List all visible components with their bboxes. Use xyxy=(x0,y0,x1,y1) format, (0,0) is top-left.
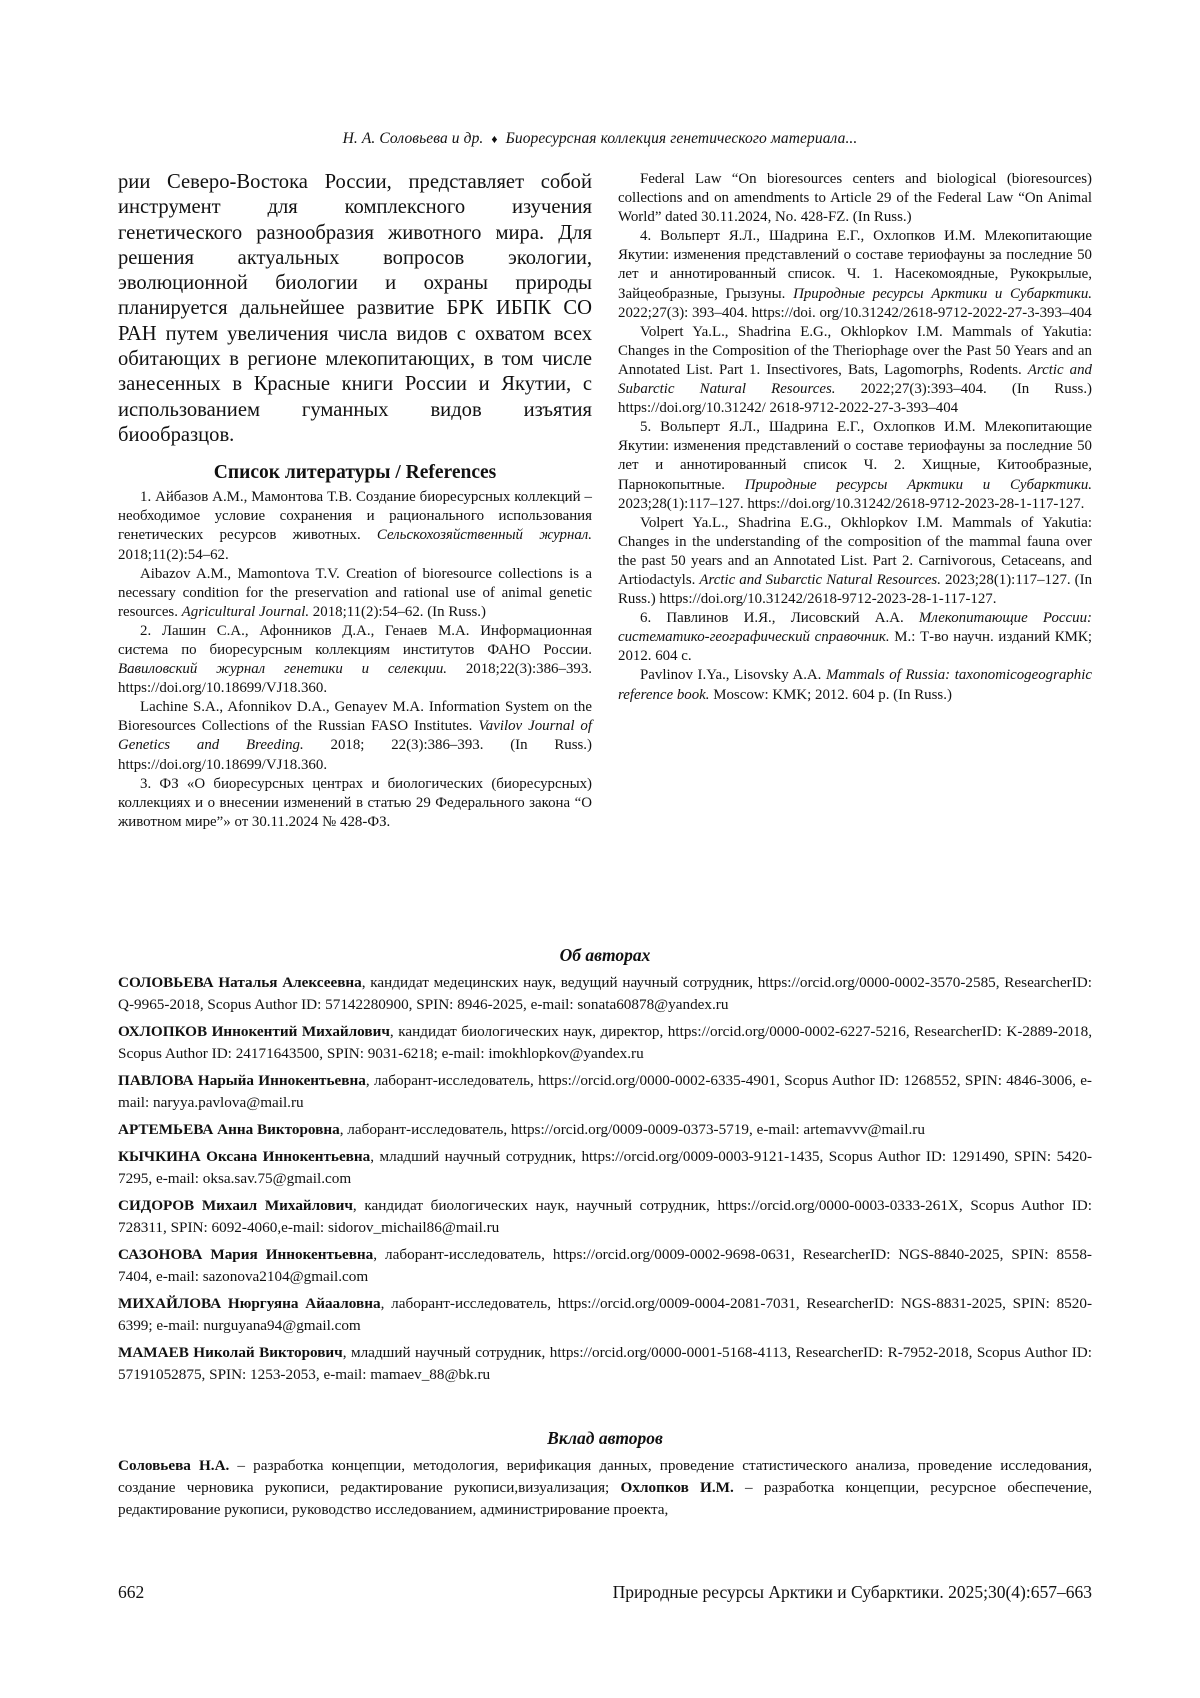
author-details: , лаборант-исследователь, https://orcid.org/0009-0004-2081-7031, ResearcherID: NGS-8831-2025, SPIN: 8520-6399; e-mail: nurguyana94@gmail.com xyxy=(118,1295,1092,1334)
reference-entry xyxy=(618,170,1092,227)
reference-tail: 2018;11(2):54–62. xyxy=(118,546,229,563)
reference-tail: 2022;27(3):393–404. (In Russ.) https://doi.org/10.31242/ 2618-9712-2022-27-3-393–404 xyxy=(618,381,1092,417)
reference-text: Volpert Ya.L., Shadrina E.G., Okhlopkov I.M. Mammals of Yakutia: Changes in the understanding of the composition of the mammal fauna over the past 50 years and an Annotated List. Part 2. Carnivorous, Cetaceans, and Artiodactyls. xyxy=(618,514,1092,588)
reference-text: Pavlinov I.Ya., Lisovsky A.A. xyxy=(640,667,826,684)
author-details: , кандидат биологических наук, научный сотрудник, https://orcid.org/0000-0003-0333-261X, Scopus Author ID: 728311, SPIN: 6092-4060,e-mail: sidorov_michail86@mail.ru xyxy=(118,1197,1092,1236)
lead-paragraph: рии Северо-Востока России, представляет собой инструмент для комплексного изучения генетического разнообразия животного мира. Для решения актуальных вопросов экологии, эволюционной биологии и охраны природы планируется дальнейшее развитие БРК ИБПК СО РАН путем увеличения числа видов с охватом всех обитающих в регионе млекопитающих, в том числе занесенных в Красные книги России и Якутии, с использованием гуманных видов изъятия биообразцов. xyxy=(118,171,592,446)
author-entry xyxy=(118,972,1092,1016)
reference-journal: Mammals of Russia: taxonomicogeographic reference book. xyxy=(618,667,1092,703)
contribution-details: – разработка концепции, методология, верификация данных, проведение статистического анализа, проведение исследования, создание черновика рукописи, редактирование рукописи,визуализация; xyxy=(118,1457,1093,1496)
about-authors-title: Об авторах xyxy=(559,945,651,965)
author-name: САЗОНОВА Мария Иннокентьевна xyxy=(118,1246,374,1263)
author-name: МИХАЙЛОВА Нюргуяна Айааловна xyxy=(118,1295,381,1312)
reference-journal: Природные ресурсы Арктики и Субарктики. xyxy=(793,285,1093,302)
reference-journal: Природные ресурсы Арктики и Субарктики. xyxy=(744,476,1092,493)
reference-tail: Moscow: KMK; 2012. 604 p. (In Russ.) xyxy=(709,686,952,703)
reference-entry xyxy=(118,622,592,698)
author-name: ОХЛОПКОВ Иннокентий Михайлович xyxy=(118,1023,390,1040)
right-column xyxy=(618,170,1092,705)
reference-journal: Вавиловский журнал генетики и селекции. xyxy=(118,661,448,678)
reference-entry xyxy=(618,666,1092,704)
contributor-name: Охлопков И.М. xyxy=(620,1479,734,1496)
reference-tail: М.: Т-во научн. изданий КМК; 2012. 604 с. xyxy=(618,629,1092,665)
author-name: МАМАЕВ Николай Викторович xyxy=(118,1344,343,1361)
reference-entry xyxy=(118,698,592,774)
left-column xyxy=(118,170,592,832)
reference-journal: Arctic and Subarctic Natural Resources. xyxy=(618,361,1092,398)
reference-text: 5. Вольперт Я.Л., Шадрина Е.Г., Охлопков И.М. Млекопитающие Якутии: изменения представлений о составе териофауны за последние 50 лет и аннотированный список Ч. 2. Хищные, Китообразные, Парнокопытные. xyxy=(618,419,1092,493)
reference-tail: 2023;28(1):117–127. (In Russ.) https://doi.org/10.31242/2618-9712-2023-28-1-117-127. xyxy=(618,571,1093,608)
diamond-separator-icon: ♦ xyxy=(491,132,498,146)
reference-text: Lachine S.A., Afonnikov D.A., Genayev M.A. Information System on the Bioresources Collections of the Russian FASO Institutes. xyxy=(118,699,592,735)
reference-journal: Vavilov Journal of Genetics and Breeding. xyxy=(118,718,592,754)
contributor-name: Соловьева Н.А. xyxy=(118,1457,230,1474)
contribution-title: Вклад авторов xyxy=(547,1428,663,1448)
running-head-authors: Н. А. Соловьева и др. xyxy=(342,130,484,147)
about-authors-section xyxy=(118,945,1092,1391)
author-entry xyxy=(118,1195,1092,1239)
reference-tail: 2018;11(2):54–62. (In Russ.) xyxy=(309,603,486,620)
reference-text: 4. Вольперт Я.Л., Шадрина Е.Г., Охлопков И.М. Млекопитающие Якутии: изменения представлений о составе териофауны за последние 50 лет и аннотированный список. Ч. 1. Насекомоядные, Рукокрылые, Зайцеобразные, Грызуны. xyxy=(618,228,1092,302)
author-details: , младший научный сотрудник, https://orcid.org/0000-0001-5168-4113, ResearcherID: R-7952-2018, Scopus Author ID: 57191052875, SPIN: 1253-2053, e-mail: mamaev_88@bk.ru xyxy=(118,1344,1092,1383)
author-details: , лаборант-исследователь, https://orcid.org/0009-0009-0373-5719, e-mail: artemavvv@mail.ru xyxy=(339,1121,925,1138)
reference-entry xyxy=(118,488,592,564)
author-name: ПАВЛОВА Нарыйа Иннокентьевна xyxy=(118,1072,366,1089)
reference-entry xyxy=(118,775,592,832)
contribution-text xyxy=(118,1455,1092,1521)
reference-entry xyxy=(618,323,1092,418)
reference-journal: Agricultural Journal. xyxy=(181,603,310,620)
author-name: СОЛОВЬЕВА Наталья Алексеевна xyxy=(118,974,362,991)
reference-tail: 2018;22(3):386–393. https://doi.org/10.18699/VJ18.360. xyxy=(118,661,592,697)
running-head xyxy=(0,130,1200,148)
author-details: , лаборант-исследователь, https://orcid.org/0009-0002-9698-0631, ResearcherID: NGS-8840-2025, SPIN: 8558-7404, e-mail: sazonova2104@gmail.com xyxy=(118,1246,1092,1285)
author-entry xyxy=(118,1342,1092,1386)
reference-journal: Сельскохозяйственный журнал. xyxy=(376,527,592,544)
author-entry xyxy=(118,1146,1092,1190)
author-details: , кандидат медецинских наук, ведущий научный сотрудник, https://orcid.org/0000-0002-3570-2585, ResearcherID: Q-9965-2018, Scopus Author ID: 57142280900, SPIN: 8946-2025, e-mail: sonata60878@yandex.ru xyxy=(118,974,1092,1013)
author-entry xyxy=(118,1070,1092,1114)
author-name: КЫЧКИНА Оксана Иннокентьевна xyxy=(118,1148,371,1165)
reference-entry xyxy=(118,565,592,622)
running-head-title: Биоресурсная коллекция генетического материала... xyxy=(505,130,858,147)
reference-text: 1. Айбазов А.М., Мамонтова Т.В. Создание биоресурсных коллекций – необходимое условие сохранения и рационального использования генетических ресурсов животных. xyxy=(118,489,592,544)
reference-text: Volpert Ya.L., Shadrina E.G., Okhlopkov I.M. Mammals of Yakutia: Changes in the Composition of the Theriophage over the Past 50 Years and an Annotated List. Part 1. Insectivores, Bats, Lagomorphs, Rodents. xyxy=(618,323,1092,378)
reference-text: Aibazov A.M., Mamontova T.V. Creation of bioresource collections is a necessary condition for the preservation and rational use of animal genetic resources. xyxy=(118,565,592,620)
journal-citation: Природные ресурсы Арктики и Субарктики. 2025;30(4):657–663 xyxy=(612,1582,1092,1602)
reference-journal: Arctic and Subarctic Natural Resources. xyxy=(699,571,941,588)
reference-entry xyxy=(618,609,1092,666)
author-name: СИДОРОВ Михаил Михайлович xyxy=(118,1197,353,1214)
reference-tail: 2022;27(3): 393–404. https://doi. org/10.31242/2618-9712-2022-27-3-393–404 xyxy=(618,304,1092,321)
reference-text: 6. Павлинов И.Я., Лисовский А.А. xyxy=(640,610,919,627)
author-entry xyxy=(118,1293,1092,1337)
author-details: , младший научный сотрудник, https://orcid.org/0009-0003-9121-1435, Scopus Author ID: 1291490, SPIN: 5420-7295, e-mail: oksa.sav.75@gmail.com xyxy=(118,1148,1093,1187)
author-entry xyxy=(118,1021,1092,1065)
reference-entry xyxy=(618,418,1092,513)
reference-text: 3. ФЗ «О биоресурсных центрах и биологических (биоресурсных) коллекциях и о внесении изменений в статью 29 Федерального закона “О животном мире”» от 30.11.2024 № 428-ФЗ. xyxy=(118,775,592,830)
author-details: , кандидат биологических наук, директор, https://orcid.org/0000-0002-6227-5216, ResearcherID: K-2889-2018, Scopus Author ID: 24171643500, SPIN: 9031-6218; e-mail: imokhlopkov@yandex.ru xyxy=(118,1023,1092,1062)
author-name: АРТЕМЬЕВА Анна Викторовна xyxy=(118,1121,340,1138)
contribution-section xyxy=(118,1428,1092,1521)
reference-tail: 2018; 22(3):386–393. (In Russ.) https://doi.org/10.18699/VJ18.360. xyxy=(118,737,592,773)
reference-journal: Млекопитающие России: систематико-географический справочник. xyxy=(618,610,1092,646)
reference-entry xyxy=(618,227,1092,322)
reference-text: 2. Лашин С.А., Афонников Д.А., Генаев М.А. Информационная система по биоресурсным коллекциям институтов ФАНО России. xyxy=(118,622,592,659)
author-entry xyxy=(118,1119,1092,1141)
references-heading: Список литературы / References xyxy=(213,462,497,484)
author-entry xyxy=(118,1244,1092,1288)
author-details: , лаборант-исследователь, https://orcid.org/0000-0002-6335-4901, Scopus Author ID: 1268552, SPIN: 4846-3006, e-mail: naryya.pavlova@mail.ru xyxy=(118,1072,1092,1111)
reference-text: Federal Law “On bioresources centers and biological (bioresources) collections and on amendments to Article 29 of the Federal Law “On Animal World” dated 30.11.2024, No. 428-FZ. (In Russ.) xyxy=(618,171,1092,226)
contribution-details: – разработка концепции, ресурсное обеспечение, редактирование рукописи, руководство исследованием, администрирование проекта, xyxy=(118,1479,1092,1518)
reference-tail: 2023;28(1):117–127. https://doi.org/10.31242/2618-9712-2023-28-1-117-127. xyxy=(618,495,1085,512)
reference-entry xyxy=(618,514,1092,609)
page-number: 662 xyxy=(118,1582,145,1602)
